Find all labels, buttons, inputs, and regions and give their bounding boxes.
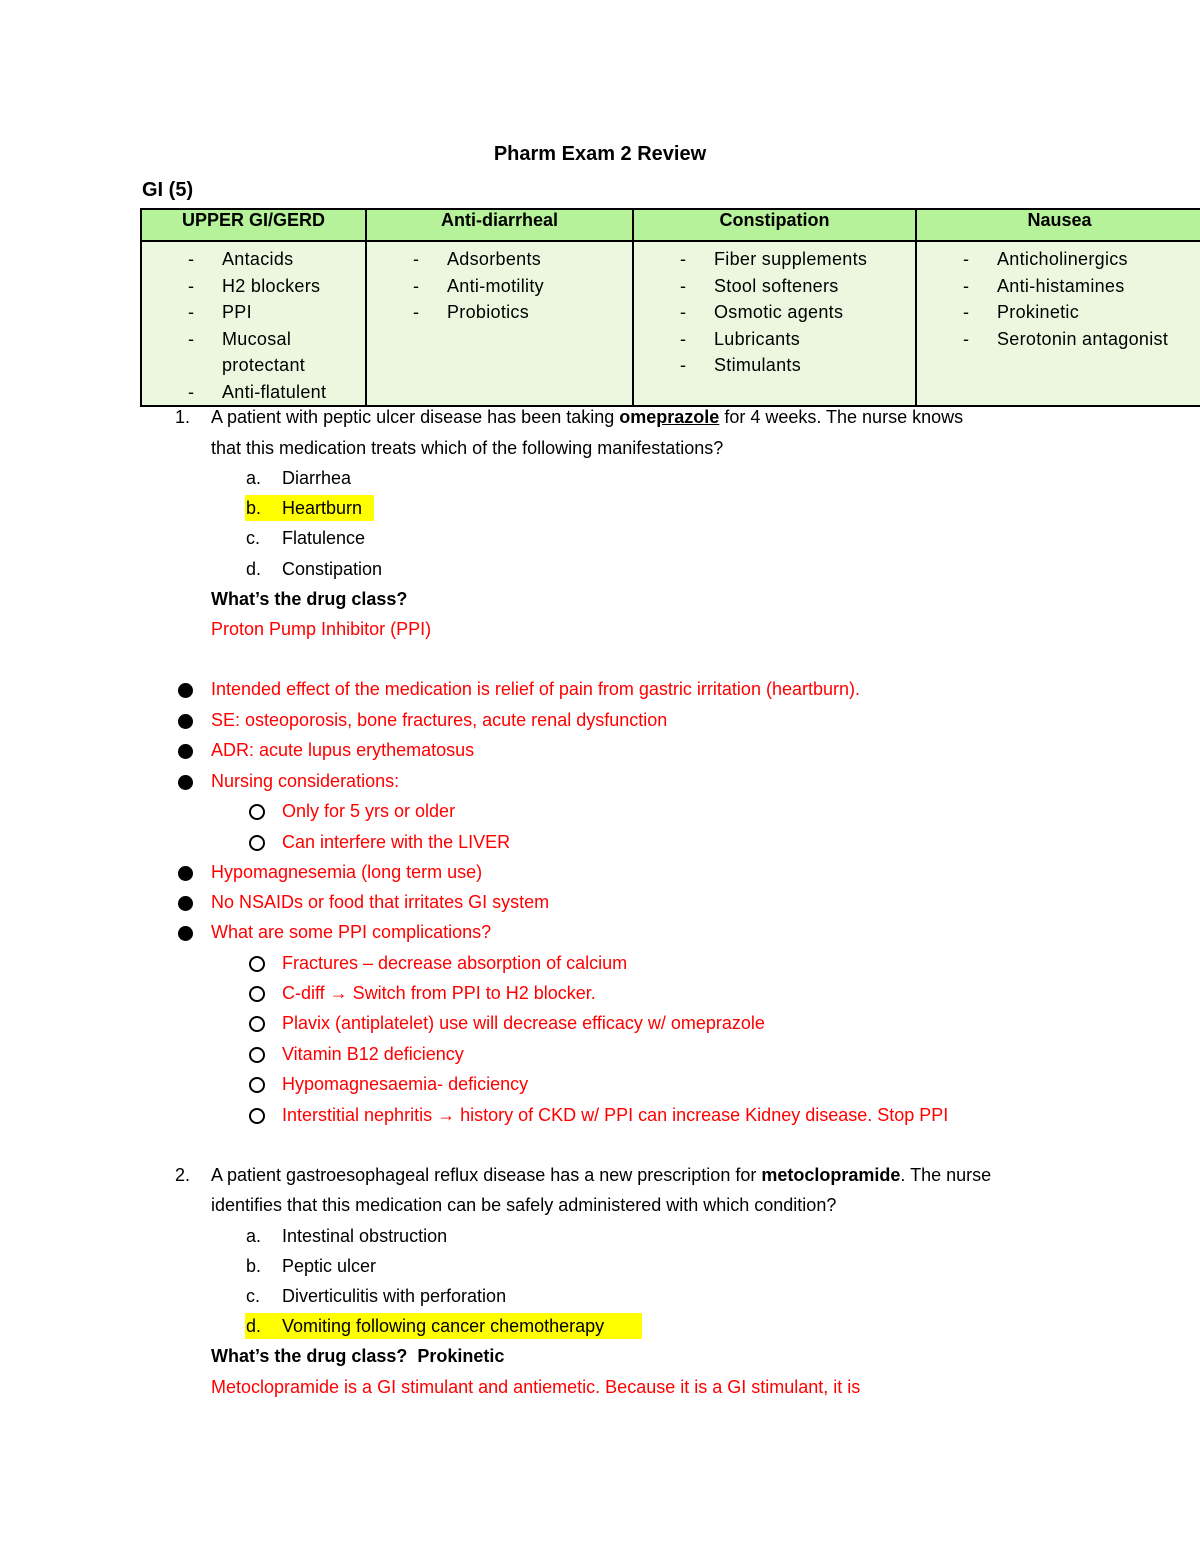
bullet-dot	[178, 896, 193, 911]
list-item: - Adsorbents	[413, 249, 542, 269]
list-item: - Mucosal protectant	[188, 328, 306, 375]
list-item: - Anti-histamines	[963, 275, 1125, 296]
list-item: - Anti-motility	[413, 275, 544, 296]
drug-name: ome	[619, 407, 657, 427]
drug-name-underlined: prazole	[656, 407, 720, 427]
document-page: Pharm Exam 2 Review GI (5) UPPER GI/GERD Anti-diarrheal Constipation Nausea - Antacids - H2 blockers - PPI - Mucosal protectant - Anti-flatulent - Adsorbents - Anti-motility - Probiotics - Fiber supplements - Stool softeners - Osmotic agents - Lubricants - Stimulants - Anticholinergics - Anti-histamines - Prokinetic - Serotonin antagonist 1. A patient with peptic ulcer disease has been taking omeprazole for 4 weeks. The nurse knows that this medication treats which of the following manifestations? a. Diarrhea b. Heartburn c. Flatulence d. Constipation What’s the drug class? Proton Pump Inhibitor (PPI) Intended effect of the medication is relief of pain from gastric irritation (heartburn). SE: osteoporosis, bone fractures, acute renal dysfunction ADR: acute lupus erythematosus Nursing considerations: Only for 5 yrs or older Can interfere with the LIVER Hypomagnesemia (long term use) No NSAIDs or food that irritates GI system What are some PPI complications? Fractures – decrease absorption of calcium C-diff → Switch from PPI to H2 blocker. Plavix (antiplatelet) use will decrease efficacy w/ omeprazole Vitamin B12 deficiency Hypomagnesaemia- deficiency Interstitial nephritis → history of CKD w/ PPI can increase Kidney disease. Stop PPI 2. A patient gastroesophageal reflux disease has a new prescription for metoclopramide. The nurse identifies that this medication can be safely administered with which condition? a. Intestinal obstruction b. Peptic ulcer c. Diverticulitis with perforation d. Vomiting following cancer chemotherapy What’s the drug class? Prokinetic Metoclopramide is a GI stimulant and antiemetic. Because it is a GI stimulant, it is	[0, 0, 1200, 1553]
drug-name: metoclopramide	[761, 1165, 901, 1185]
document-title: Pharm Exam 2 Review	[493, 143, 707, 165]
bullet-ring	[249, 986, 265, 1002]
list-item: - Fiber supplements	[680, 249, 868, 269]
list-item: - Stool softeners	[680, 275, 839, 296]
q1-bullet-adr: ADR: acute lupus erythematosus	[211, 740, 475, 760]
drug-class-table	[140, 208, 1200, 407]
section-heading: GI (5)	[142, 179, 194, 201]
q1-bullet-complications: What are some PPI complications?	[211, 922, 492, 942]
bullet-ring	[249, 835, 265, 851]
list-item: - Anti-flatulent	[188, 381, 327, 402]
anti-diarrheal-list	[367, 246, 632, 326]
q1-complication-nephritis: Interstitial nephritis → history of CKD w/ PPI can increase Kidney disease. Stop PPI	[282, 1105, 949, 1125]
q2-note: Metoclopramide is a GI stimulant and antiemetic. Because it is a GI stimulant, it is	[211, 1377, 861, 1397]
q1-bullet-intended-effect: Intended effect of the medication is relief of pain from gastric irritation (heartburn).	[211, 679, 860, 699]
bullet-dot	[178, 866, 193, 881]
nausea-list	[917, 246, 1200, 352]
list-item: - Antacids	[188, 249, 294, 269]
list-item: - Serotonin antagonist	[963, 328, 1169, 349]
bullet-ring	[249, 1016, 265, 1032]
bullet-ring	[249, 1047, 265, 1063]
q1-bullet-nsaids: No NSAIDs or food that irritates GI system	[211, 892, 550, 912]
question-1-text: A patient with peptic ulcer disease has been taking omeprazole for 4 weeks. The nurse knows	[211, 407, 964, 427]
table-cell-anti-diarrheal	[366, 241, 633, 406]
question-2-text: A patient gastroesophageal reflux disease has a new prescription for metoclopramide. The nurse	[211, 1165, 992, 1185]
bullet-ring	[249, 956, 265, 972]
list-item: - Probiotics	[413, 302, 530, 322]
q1-complication-cdiff: C-diff → Switch from PPI to H2 blocker.	[282, 983, 596, 1003]
upper-gi-list	[142, 246, 365, 405]
table-cell-upper-gi	[141, 241, 366, 406]
q2-drug-class-question: What’s the drug class?	[211, 1346, 408, 1366]
constipation-list	[634, 246, 915, 379]
bullet-dot	[178, 714, 193, 729]
list-item: - H2 blockers	[188, 275, 321, 296]
list-item: - Lubricants	[680, 328, 801, 349]
bullet-ring	[249, 1077, 265, 1093]
table-header-upper-gi: UPPER GI/GERD	[141, 209, 366, 241]
q1-nursing-sub-age: Only for 5 yrs or older	[282, 801, 456, 821]
bullet-dot	[178, 683, 193, 698]
table-header-constipation: Constipation	[633, 209, 916, 241]
q1-complication-plavix: Plavix (antiplatelet) use will decrease efficacy w/ omeprazole	[282, 1013, 765, 1033]
q1-bullet-nursing: Nursing considerations:	[211, 771, 400, 791]
bullet-dot	[178, 926, 193, 941]
table-header-nausea: Nausea	[916, 209, 1200, 241]
bullet-ring	[249, 1108, 265, 1124]
q1-drug-class-question: What’s the drug class?	[211, 589, 408, 609]
question-2-number: 2.	[175, 1165, 191, 1185]
table-cell-nausea	[916, 241, 1200, 406]
q1-bullet-side-effects: SE: osteoporosis, bone fractures, acute renal dysfunction	[211, 710, 668, 730]
table-row	[141, 241, 1200, 406]
q2-drug-class-answer: Prokinetic	[417, 1346, 505, 1366]
bullet-dot	[178, 775, 193, 790]
question-1-number: 1.	[175, 407, 191, 427]
q1-complication-hypomagnesaemia: Hypomagnesaemia- deficiency	[282, 1074, 529, 1094]
q1-bullet-hypomagnesemia: Hypomagnesemia (long term use)	[211, 862, 483, 882]
list-item: - PPI	[188, 302, 252, 322]
bullet-ring	[249, 804, 265, 820]
q1-nursing-sub-liver: Can interfere with the LIVER	[282, 832, 511, 852]
list-item: - Stimulants	[680, 355, 802, 375]
table-header-row	[141, 209, 1200, 241]
table-cell-constipation	[633, 241, 916, 406]
bullet-dot	[178, 744, 193, 759]
q1-complication-fractures: Fractures – decrease absorption of calcium	[282, 953, 628, 973]
list-item: - Osmotic agents	[680, 302, 844, 322]
q2-drug-class-line	[211, 1341, 504, 1371]
list-item: - Anticholinergics	[963, 249, 1128, 269]
table-header-anti-diarrheal: Anti-diarrheal	[366, 209, 633, 241]
list-item: - Prokinetic	[963, 302, 1080, 322]
q1-drug-class-answer: Proton Pump Inhibitor (PPI)	[211, 619, 432, 639]
q1-complication-b12: Vitamin B12 deficiency	[282, 1044, 464, 1064]
